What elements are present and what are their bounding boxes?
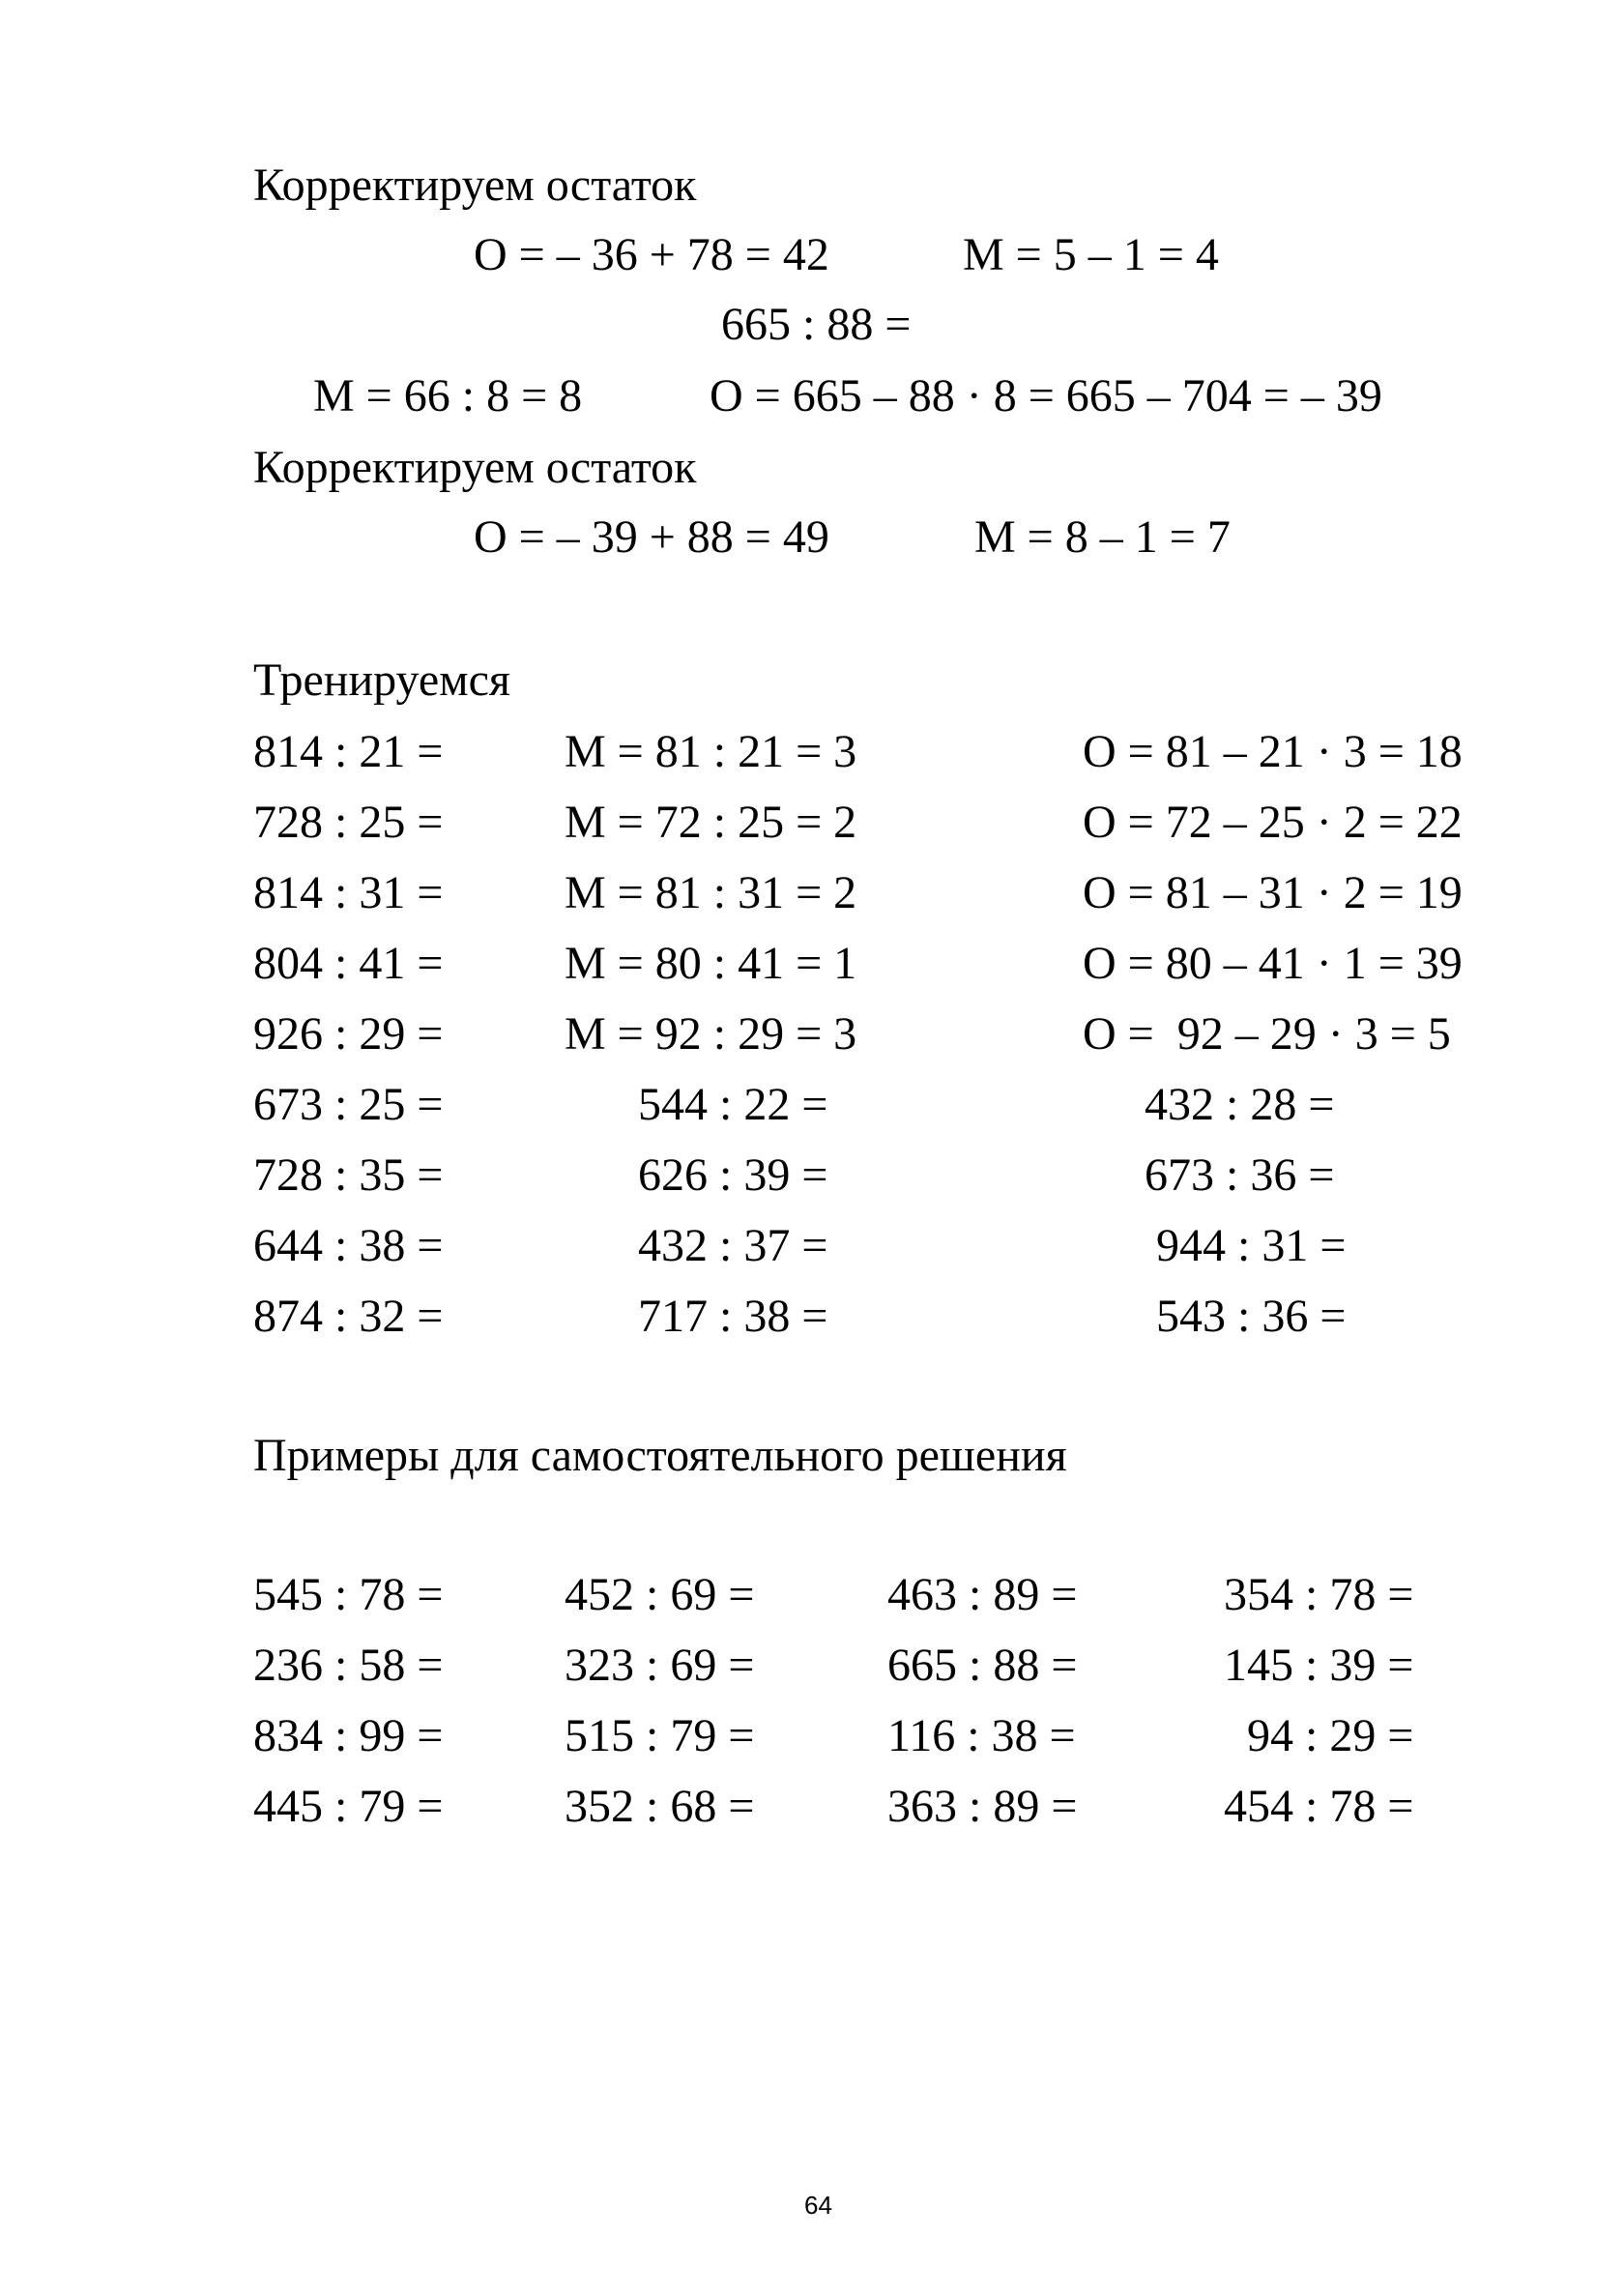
equation-remainder-3: О = – 39 + 88 = 49 <box>474 511 829 563</box>
heading-correct-remainder-2: Корректируем остаток <box>253 442 697 493</box>
worked-multiplier: М = 92 : 29 = 3 <box>565 1008 857 1060</box>
independent-problem: 834 : 99 = <box>253 1710 444 1761</box>
exercise-problem: 644 : 38 = <box>253 1220 444 1271</box>
exercise-problem: 626 : 39 = <box>638 1149 828 1201</box>
worked-problem: 814 : 21 = <box>253 726 444 777</box>
worked-multiplier: М = 72 : 25 = 2 <box>565 797 857 848</box>
independent-problem: 515 : 79 = <box>565 1710 755 1761</box>
independent-problem: 323 : 69 = <box>565 1640 755 1691</box>
equation-remainder-1: О = – 36 + 78 = 42 <box>474 229 829 280</box>
heading-independent-examples: Примеры для самостоятельного решения <box>253 1430 1067 1481</box>
worked-remainder: О = 80 – 41 · 1 = 39 <box>1083 938 1463 989</box>
heading-training: Тренируемся <box>253 654 510 706</box>
exercise-problem: 728 : 35 = <box>253 1149 444 1201</box>
heading-correct-remainder-1: Корректируем остаток <box>253 160 697 211</box>
exercise-problem: 673 : 36 = <box>1145 1149 1335 1201</box>
worked-multiplier: М = 81 : 21 = 3 <box>565 726 857 777</box>
independent-problem: 236 : 58 = <box>253 1640 444 1691</box>
problem-665-88: 665 : 88 = <box>721 299 912 350</box>
exercise-problem: 944 : 31 = <box>1156 1220 1347 1271</box>
worked-multiplier: М = 81 : 31 = 2 <box>565 867 857 918</box>
page-number: 64 <box>804 2191 832 2220</box>
exercise-problem: 544 : 22 = <box>638 1079 828 1130</box>
independent-problem: 116 : 38 = <box>887 1710 1076 1761</box>
independent-problem: 94 : 29 = <box>1247 1710 1414 1761</box>
worked-problem: 728 : 25 = <box>253 797 444 848</box>
equation-multiplier-1: М = 5 – 1 = 4 <box>963 229 1219 280</box>
worked-remainder: О = 72 – 25 · 2 = 22 <box>1083 797 1463 848</box>
worked-problem: 814 : 31 = <box>253 867 444 918</box>
worked-remainder: О = 81 – 21 · 3 = 18 <box>1083 726 1463 777</box>
worked-multiplier: М = 80 : 41 = 1 <box>565 938 857 989</box>
independent-problem: 145 : 39 = <box>1224 1640 1414 1691</box>
equation-multiplier-2: М = 66 : 8 = 8 <box>313 370 583 421</box>
independent-problem: 354 : 78 = <box>1224 1569 1414 1620</box>
independent-problem: 463 : 89 = <box>887 1569 1078 1620</box>
worked-remainder: О = 81 – 31 · 2 = 19 <box>1083 867 1463 918</box>
exercise-problem: 673 : 25 = <box>253 1079 444 1130</box>
independent-problem: 452 : 69 = <box>565 1569 755 1620</box>
worked-problem: 804 : 41 = <box>253 938 444 989</box>
worked-remainder: О = 92 – 29 · 3 = 5 <box>1083 1008 1451 1060</box>
exercise-problem: 717 : 38 = <box>638 1291 828 1342</box>
independent-problem: 545 : 78 = <box>253 1569 444 1620</box>
worked-problem: 926 : 29 = <box>253 1008 444 1060</box>
equation-remainder-2: О = 665 – 88 · 8 = 665 – 704 = – 39 <box>710 370 1382 421</box>
independent-problem: 363 : 89 = <box>887 1781 1078 1832</box>
independent-problem: 445 : 79 = <box>253 1781 444 1832</box>
equation-multiplier-3: М = 8 – 1 = 7 <box>974 511 1231 563</box>
exercise-problem: 432 : 37 = <box>638 1220 828 1271</box>
exercise-problem: 874 : 32 = <box>253 1291 444 1342</box>
independent-problem: 665 : 88 = <box>887 1640 1078 1691</box>
exercise-problem: 432 : 28 = <box>1145 1079 1335 1130</box>
independent-problem: 352 : 68 = <box>565 1781 755 1832</box>
independent-problem: 454 : 78 = <box>1224 1781 1414 1832</box>
exercise-problem: 543 : 36 = <box>1156 1291 1347 1342</box>
